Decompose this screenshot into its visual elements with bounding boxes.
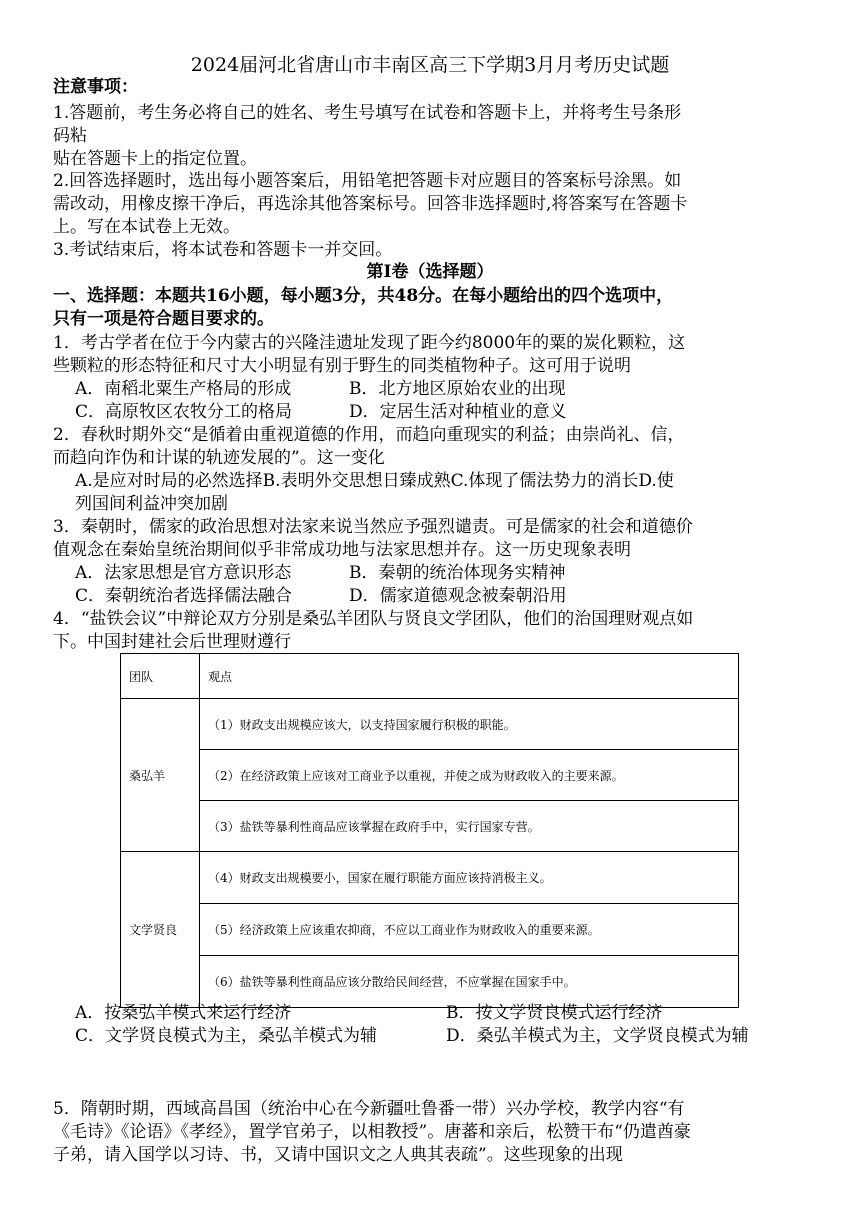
option-a: A．按桑弘羊模式来运行经济 <box>75 1003 292 1023</box>
notice-line: 贴在答题卡上的指定位置。 <box>53 149 257 169</box>
option-d: D．儒家道德观念被秦朝沿用 <box>349 586 567 606</box>
part-heading: 一、选择题：本题共16小题，每小题3分，共48分。在每小题给出的四个选项中， <box>53 286 674 306</box>
question-1-stem: 1．考古学者在位于今内蒙古的兴隆洼遗址发现了距今约8000年的粟的炭化颗粒，这 <box>53 333 686 353</box>
part-heading: 只有一项是符合题目要求的。 <box>53 309 274 329</box>
section-title: 第Ⅰ卷（选择题） <box>366 262 494 282</box>
table-row <box>121 956 739 1008</box>
table-header-view: 观点 <box>200 654 739 699</box>
table-row <box>121 699 739 750</box>
table-cell-view: （4）财政支出规模要小，国家在履行职能方面应该持消极主义。 <box>200 852 739 904</box>
question-2-options: A.是应对时局的必然选择B.表明外交思想日臻成熟C.体现了儒法势力的消长D.使 <box>75 471 674 491</box>
option-c: C．秦朝统治者选择儒法融合 <box>75 586 293 606</box>
team-sang-hongyang: 桑弘羊 <box>121 699 200 852</box>
option-a: A．南稻北粟生产格局的形成 <box>75 379 292 399</box>
table-cell-view: （2）在经济政策上应该对工商业予以重视，并使之成为财政收入的主要来源。 <box>200 750 739 801</box>
notice-line: 2.回答选择题时，选出每小题答案后，用铅笔把答题卡对应题目的答案标号涂黑。如 <box>53 171 682 191</box>
table-row <box>121 801 739 852</box>
notice-line: 1.答题前，考生务必将自己的姓名、考生号填写在试卷和答题卡上，并将考生号条形 <box>53 103 682 123</box>
option-c: C．文学贤良模式为主，桑弘羊模式为辅 <box>75 1026 378 1046</box>
question-3-stem: 值观念在秦始皇统治期间似乎非常成功地与法家思想并存。这一历史现象表明 <box>53 540 631 560</box>
table-row <box>121 750 739 801</box>
option-a: A．法家思想是官方意识形态 <box>75 563 292 583</box>
option-b: B．秦朝的统治体现务实精神 <box>349 563 566 583</box>
question-5-stem: 5．隋朝时期，西域高昌国（统治中心在今新疆吐鲁番一带）兴办学校，教学内容“有 <box>53 1099 685 1119</box>
option-b: B．按文学贤良模式运行经济 <box>446 1003 663 1023</box>
table-row <box>121 904 739 956</box>
question-5-stem: 《毛诗》《论语》《孝经》，置学官弟子，以相教授”。唐蕃和亲后，松赞干布“仍遣酋豪 <box>53 1122 691 1142</box>
question-4-stem: 下。中国封建社会后世理财遵行 <box>53 632 291 652</box>
notice-line: 码粘 <box>53 126 87 146</box>
table-header-row <box>121 654 739 699</box>
question-2-options: 列国间利益冲突加剧 <box>75 494 228 514</box>
notice-line: 需改动，用橡皮擦干净后，再选涂其他答案标号。回答非选择题时,将答案写在答题卡 <box>53 194 688 214</box>
table-row <box>121 852 739 904</box>
table-cell-view: （1）财政支出规模应该大，以支持国家履行积极的职能。 <box>200 699 739 750</box>
views-table <box>120 653 739 1008</box>
question-2-stem: 而趋向诈伪和计谋的轨迹发展的”。这一变化 <box>53 448 385 468</box>
option-c: C．高原牧区农牧分工的格局 <box>75 402 293 422</box>
question-1-stem: 些颗粒的形态特征和尺寸大小明显有别于野生的同类植物种子。这可用于说明 <box>53 356 631 376</box>
option-d: D．桑弘羊模式为主，文学贤良模式为辅 <box>446 1026 749 1046</box>
table-cell-view: （6）盐铁等暴利性商品应该分散给民间经营，不应掌握在国家手中。 <box>200 956 739 1008</box>
notice-heading: 注意事项： <box>53 77 138 97</box>
table-cell-view: （3）盐铁等暴利性商品应该掌握在政府手中，实行国家专营。 <box>200 801 739 852</box>
question-2-stem: 2．春秋时期外交“是循着由重视道德的作用，而趋向重现实的利益；由崇尚礼、信， <box>53 425 685 445</box>
option-b: B．北方地区原始农业的出现 <box>349 379 566 399</box>
notice-line: 3.考试结束后，将本试卷和答题卡一并交回。 <box>53 240 393 260</box>
notice-line: 上。写在本试卷上无效。 <box>53 217 240 237</box>
option-d: D．定居生活对种植业的意义 <box>349 402 567 422</box>
question-3-stem: 3．秦朝时，儒家的政治思想对法家来说当然应予强烈谴责。可是儒家的社会和道德价 <box>53 517 693 537</box>
table-cell-view: （5）经济政策上应该重农抑商，不应以工商业作为财政收入的重要来源。 <box>200 904 739 956</box>
table-header-team: 团队 <box>121 654 200 699</box>
question-5-stem: 子弟，请入国学以习诗、书，又请中国识文之人典其表疏”。这些现象的出现 <box>53 1145 623 1165</box>
question-4-stem: 4．“盐铁会议”中辩论双方分别是桑弘羊团队与贤良文学团队，他们的治国理财观点如 <box>53 609 694 629</box>
team-literati: 文学贤良 <box>121 852 200 1008</box>
exam-title: 2024届河北省唐山市丰南区高三下学期3月月考历史试题 <box>190 54 670 76</box>
